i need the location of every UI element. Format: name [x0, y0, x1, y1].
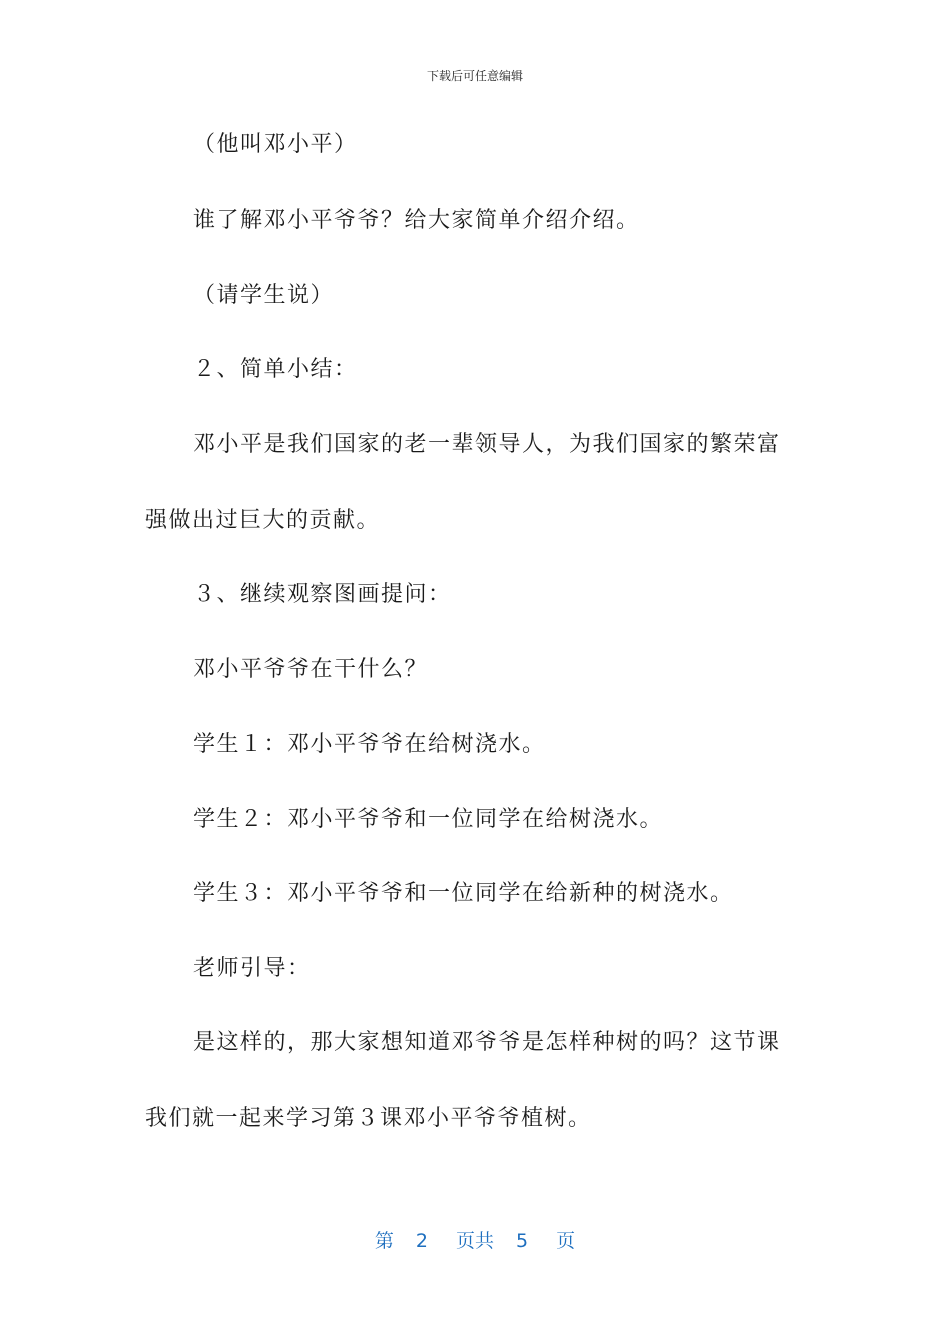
paragraph-line: （请学生说）: [193, 283, 335, 308]
paragraph-line: （他叫邓小平）: [193, 132, 358, 157]
footer-middle: 页共: [455, 1230, 494, 1252]
paragraph-line: 谁了解邓小平爷爷？给大家简单介绍介绍。: [193, 208, 640, 233]
paragraph-line: 是这样的，那大家想知道邓爷爷是怎样种树的吗？这节课: [193, 1030, 781, 1055]
footer-current-page: 2: [415, 1230, 428, 1252]
paragraph-line: 邓小平爷爷在干什么？: [193, 657, 429, 682]
paragraph-line: 强做出过巨大的贡献。: [145, 508, 381, 533]
paragraph-line: 学生２：邓小平爷爷和一位同学在给树浇水。: [193, 807, 664, 832]
paragraph-line: 老师引导：: [193, 956, 311, 981]
paragraph-line: 学生１：邓小平爷爷在给树浇水。: [193, 732, 546, 757]
header-note: 下载后可任意编辑: [426, 69, 523, 83]
paragraph-line: 邓小平是我们国家的老一辈领导人，为我们国家的繁荣富: [193, 432, 781, 457]
page-footer: [0, 1226, 950, 1253]
section-heading: ２、简单小结：: [193, 357, 358, 382]
section-heading: ３、继续观察图画提问：: [193, 582, 452, 607]
paragraph-line: 学生３：邓小平爷爷和一位同学在给新种的树浇水。: [193, 881, 734, 906]
paragraph-line: 我们就一起来学习第３课邓小平爷爷植树。: [145, 1106, 592, 1131]
footer-prefix: 第: [374, 1230, 394, 1252]
footer-suffix: 页: [556, 1230, 576, 1252]
footer-total-pages: 5: [516, 1230, 529, 1252]
